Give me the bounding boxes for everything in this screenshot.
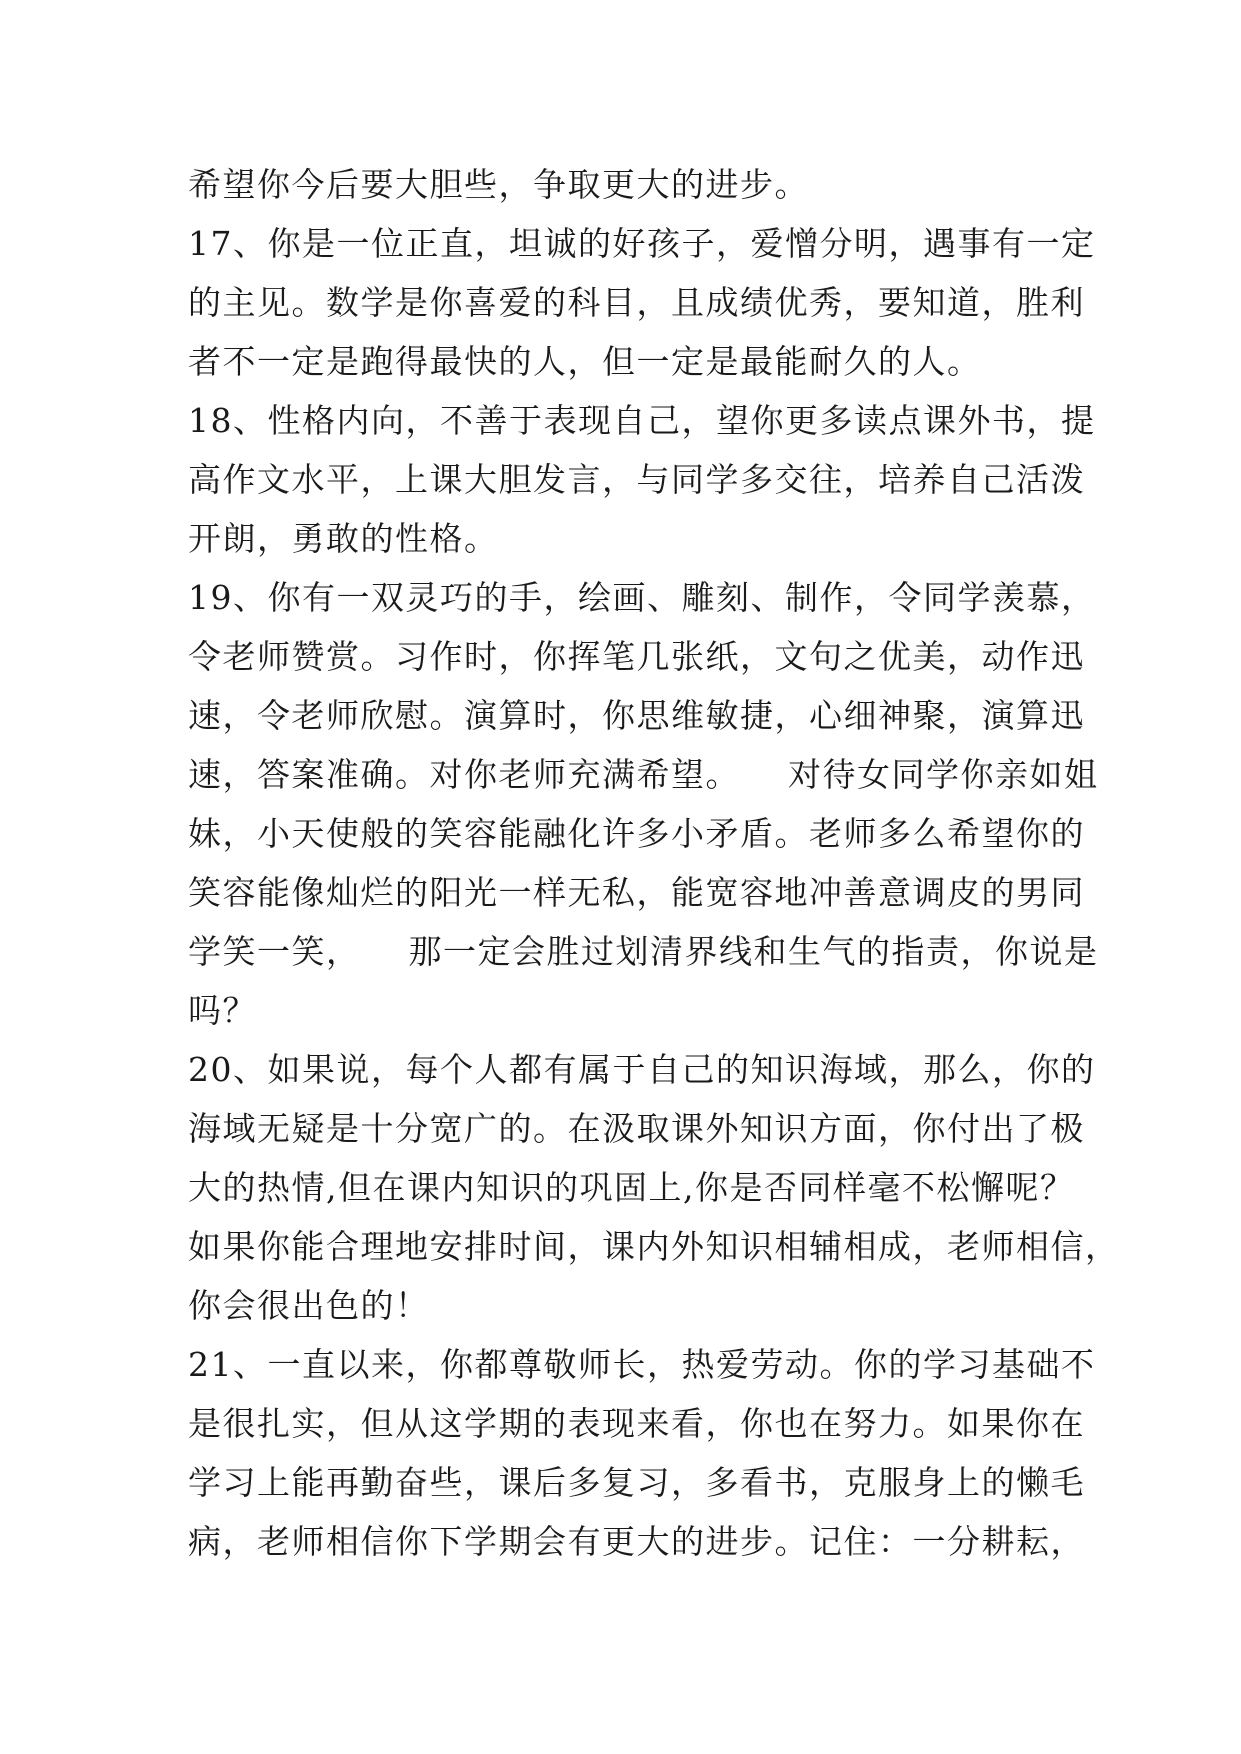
text-line: 速，答案准确。对你老师充满希望。 对待女同学你亲如姐 bbox=[188, 755, 1099, 794]
text-line: 学习上能再勤奋些，课后多复习，多看书，克服身上的懒毛 bbox=[188, 1463, 1085, 1502]
text-line: 速，令老师欣慰。演算时，你思维敏捷，心细神聚，演算迅 bbox=[188, 696, 1085, 735]
text-line: 病，老师相信你下学期会有更大的进步。记住：一分耕耘， bbox=[188, 1522, 1085, 1561]
text-line: 是很扎实，但从这学期的表现来看，你也在努力。如果你在 bbox=[188, 1404, 1085, 1443]
text-line: 希望你今后要大胆些，争取更大的进步。 bbox=[188, 165, 809, 204]
text-line: 你会很出色的！ bbox=[188, 1286, 430, 1325]
text-line: 开朗，勇敢的性格。 bbox=[188, 519, 499, 558]
text-line: 17、你是一位正直，坦诚的好孩子，爱憎分明，遇事有一定 bbox=[188, 224, 1096, 263]
text-line: 吗？ bbox=[188, 991, 257, 1030]
text-line: 笑容能像灿烂的阳光一样无私，能宽容地冲善意调皮的男同 bbox=[188, 873, 1085, 912]
text-line: 的主见。数学是你喜爱的科目，且成绩优秀，要知道，胜利 bbox=[188, 283, 1085, 322]
text-line: 大的热情,但在课内知识的巩固上,你是否同样毫不松懈呢？ bbox=[188, 1168, 1075, 1207]
text-line: 海域无疑是十分宽广的。在汲取课外知识方面，你付出了极 bbox=[188, 1109, 1085, 1148]
text-line: 18、性格内向，不善于表现自己，望你更多读点课外书，提 bbox=[188, 401, 1096, 440]
text-line: 如果你能合理地安排时间，课内外知识相辅相成，老师相信， bbox=[188, 1227, 1120, 1266]
text-line: 者不一定是跑得最快的人，但一定是最能耐久的人。 bbox=[188, 342, 982, 381]
body-text bbox=[188, 155, 1120, 1571]
text-line: 令老师赞赏。习作时，你挥笔几张纸，文句之优美，动作迅 bbox=[188, 637, 1085, 676]
text-line: 妹，小天使般的笑容能融化许多小矛盾。老师多么希望你的 bbox=[188, 814, 1085, 853]
text-line: 学笑一笑， 那一定会胜过划清界线和生气的指责，你说是 bbox=[188, 932, 1099, 971]
text-line: 20、如果说，每个人都有属于自己的知识海域，那么，你的 bbox=[188, 1050, 1096, 1089]
text-line: 19、你有一双灵巧的手，绘画、雕刻、制作，令同学羡慕， bbox=[188, 578, 1096, 617]
text-line: 21、一直以来，你都尊敬师长，热爱劳动。你的学习基础不 bbox=[188, 1345, 1096, 1384]
text-line: 高作文水平，上课大胆发言，与同学多交往，培养自己活泼 bbox=[188, 460, 1085, 499]
